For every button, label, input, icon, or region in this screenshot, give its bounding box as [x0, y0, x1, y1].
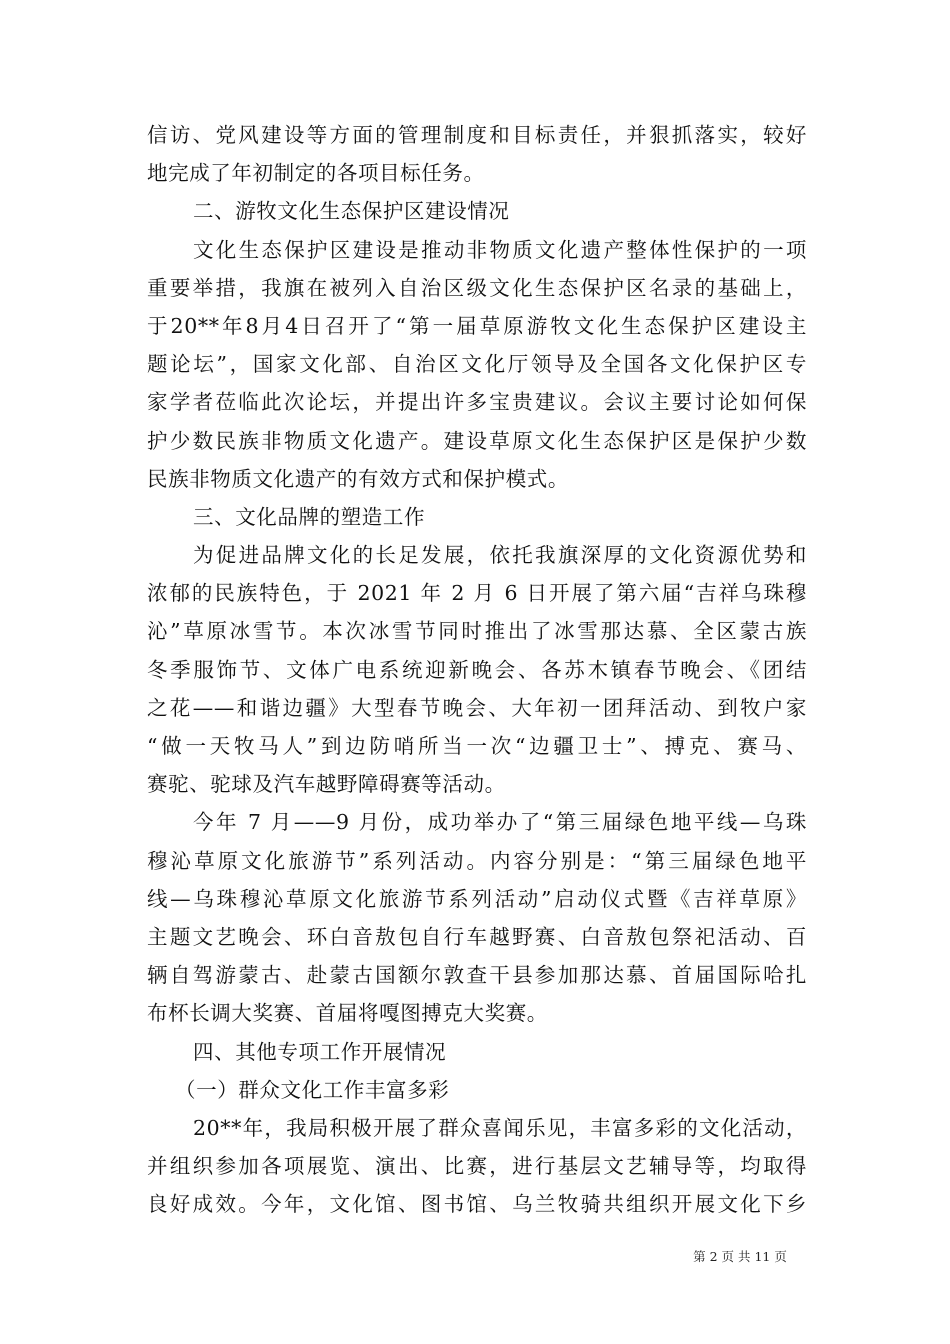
text-line: 今年 7 月——9 月份，成功举办了“第三届绿色地平线—乌珠 — [193, 810, 807, 835]
text-line: 主题文艺晚会、环白音敖包自行车越野赛、白音敖包祭祀活动、百 — [147, 924, 807, 949]
page-number-footer: 第 2 页 共 11 页 — [693, 1249, 787, 1264]
text-line: 辆自驾游蒙古、赴蒙古国额尔敦查干县参加那达慕、首届国际哈扎 — [147, 963, 807, 988]
text-line: 为促进品牌文化的长足发展，依托我旗深厚的文化资源优势和 — [193, 543, 807, 568]
text-line: 线—乌珠穆沁草原文化旅游节系列活动”启动仪式暨《吉祥草原》 — [147, 886, 807, 911]
text-line: 浓郁的民族特色，于 2021 年 2 月 6 日开展了第六届“吉祥乌珠穆 — [147, 581, 807, 606]
text-line: 民族非物质文化遗产的有效方式和保护模式。 — [147, 466, 569, 491]
text-line: 并组织参加各项展览、演出、比赛，进行基层文艺辅导等，均取得 — [147, 1154, 807, 1179]
text-line: 20**年，我局积极开展了群众喜闻乐见，丰富多彩的文化活动， — [193, 1115, 807, 1140]
text-line: 赛驼、驼球及汽车越野障碍赛等活动。 — [147, 772, 506, 797]
text-line: 题论坛”，国家文化部、自治区文化厅领导及全国各文化保护区专 — [147, 352, 807, 377]
text-line: 地完成了年初制定的各项目标任务。 — [147, 161, 485, 186]
text-line: 重要举措，我旗在被列入自治区级文化生态保护区名录的基础上， — [147, 275, 807, 300]
text-line: 家学者莅临此次论坛，并提出许多宝贵建议。会议主要讨论如何保 — [147, 390, 807, 415]
text-line: 穆沁草原文化旅游节”系列活动。内容分别是：“第三届绿色地平 — [147, 848, 807, 873]
text-line: 四、其他专项工作开展情况 — [193, 1039, 447, 1064]
text-line: 沁”草原冰雪节。本次冰雪节同时推出了冰雪那达慕、全区蒙古族 — [147, 619, 807, 644]
text-line: “做一天牧马人”到边防哨所当一次“边疆卫士”、搏克、赛马、 — [147, 734, 807, 758]
text-line: 之花——和谐边疆》大型春节晚会、大年初一团拜活动、到牧户家 — [147, 695, 807, 720]
document-body — [147, 116, 807, 1223]
text-line: 良好成效。今年，文化馆、图书馆、乌兰牧骑共组织开展文化下乡 — [147, 1192, 807, 1217]
text-line: 于20**年8月4日召开了“第一届草原游牧文化生态保护区建设主 — [147, 313, 807, 338]
text-line: 文化生态保护区建设是推动非物质文化遗产整体性保护的一项 — [193, 237, 807, 262]
text-line: 信访、党风建设等方面的管理制度和目标责任，并狠抓落实，较好 — [147, 123, 807, 147]
text-line: 布杯长调大奖赛、首届将嘎图搏克大奖赛。 — [147, 1001, 548, 1026]
text-line: 三、文化品牌的塑造工作 — [193, 504, 426, 529]
text-line: （一）群众文化工作丰富多彩 — [175, 1077, 450, 1102]
text-line: 护少数民族非物质文化遗产。建设草原文化生态保护区是保护少数 — [147, 428, 807, 453]
text-line: 冬季服饰节、文体广电系统迎新晚会、各苏木镇春节晚会、《团结 — [147, 657, 807, 682]
text-line: 二、游牧文化生态保护区建设情况 — [193, 199, 510, 224]
